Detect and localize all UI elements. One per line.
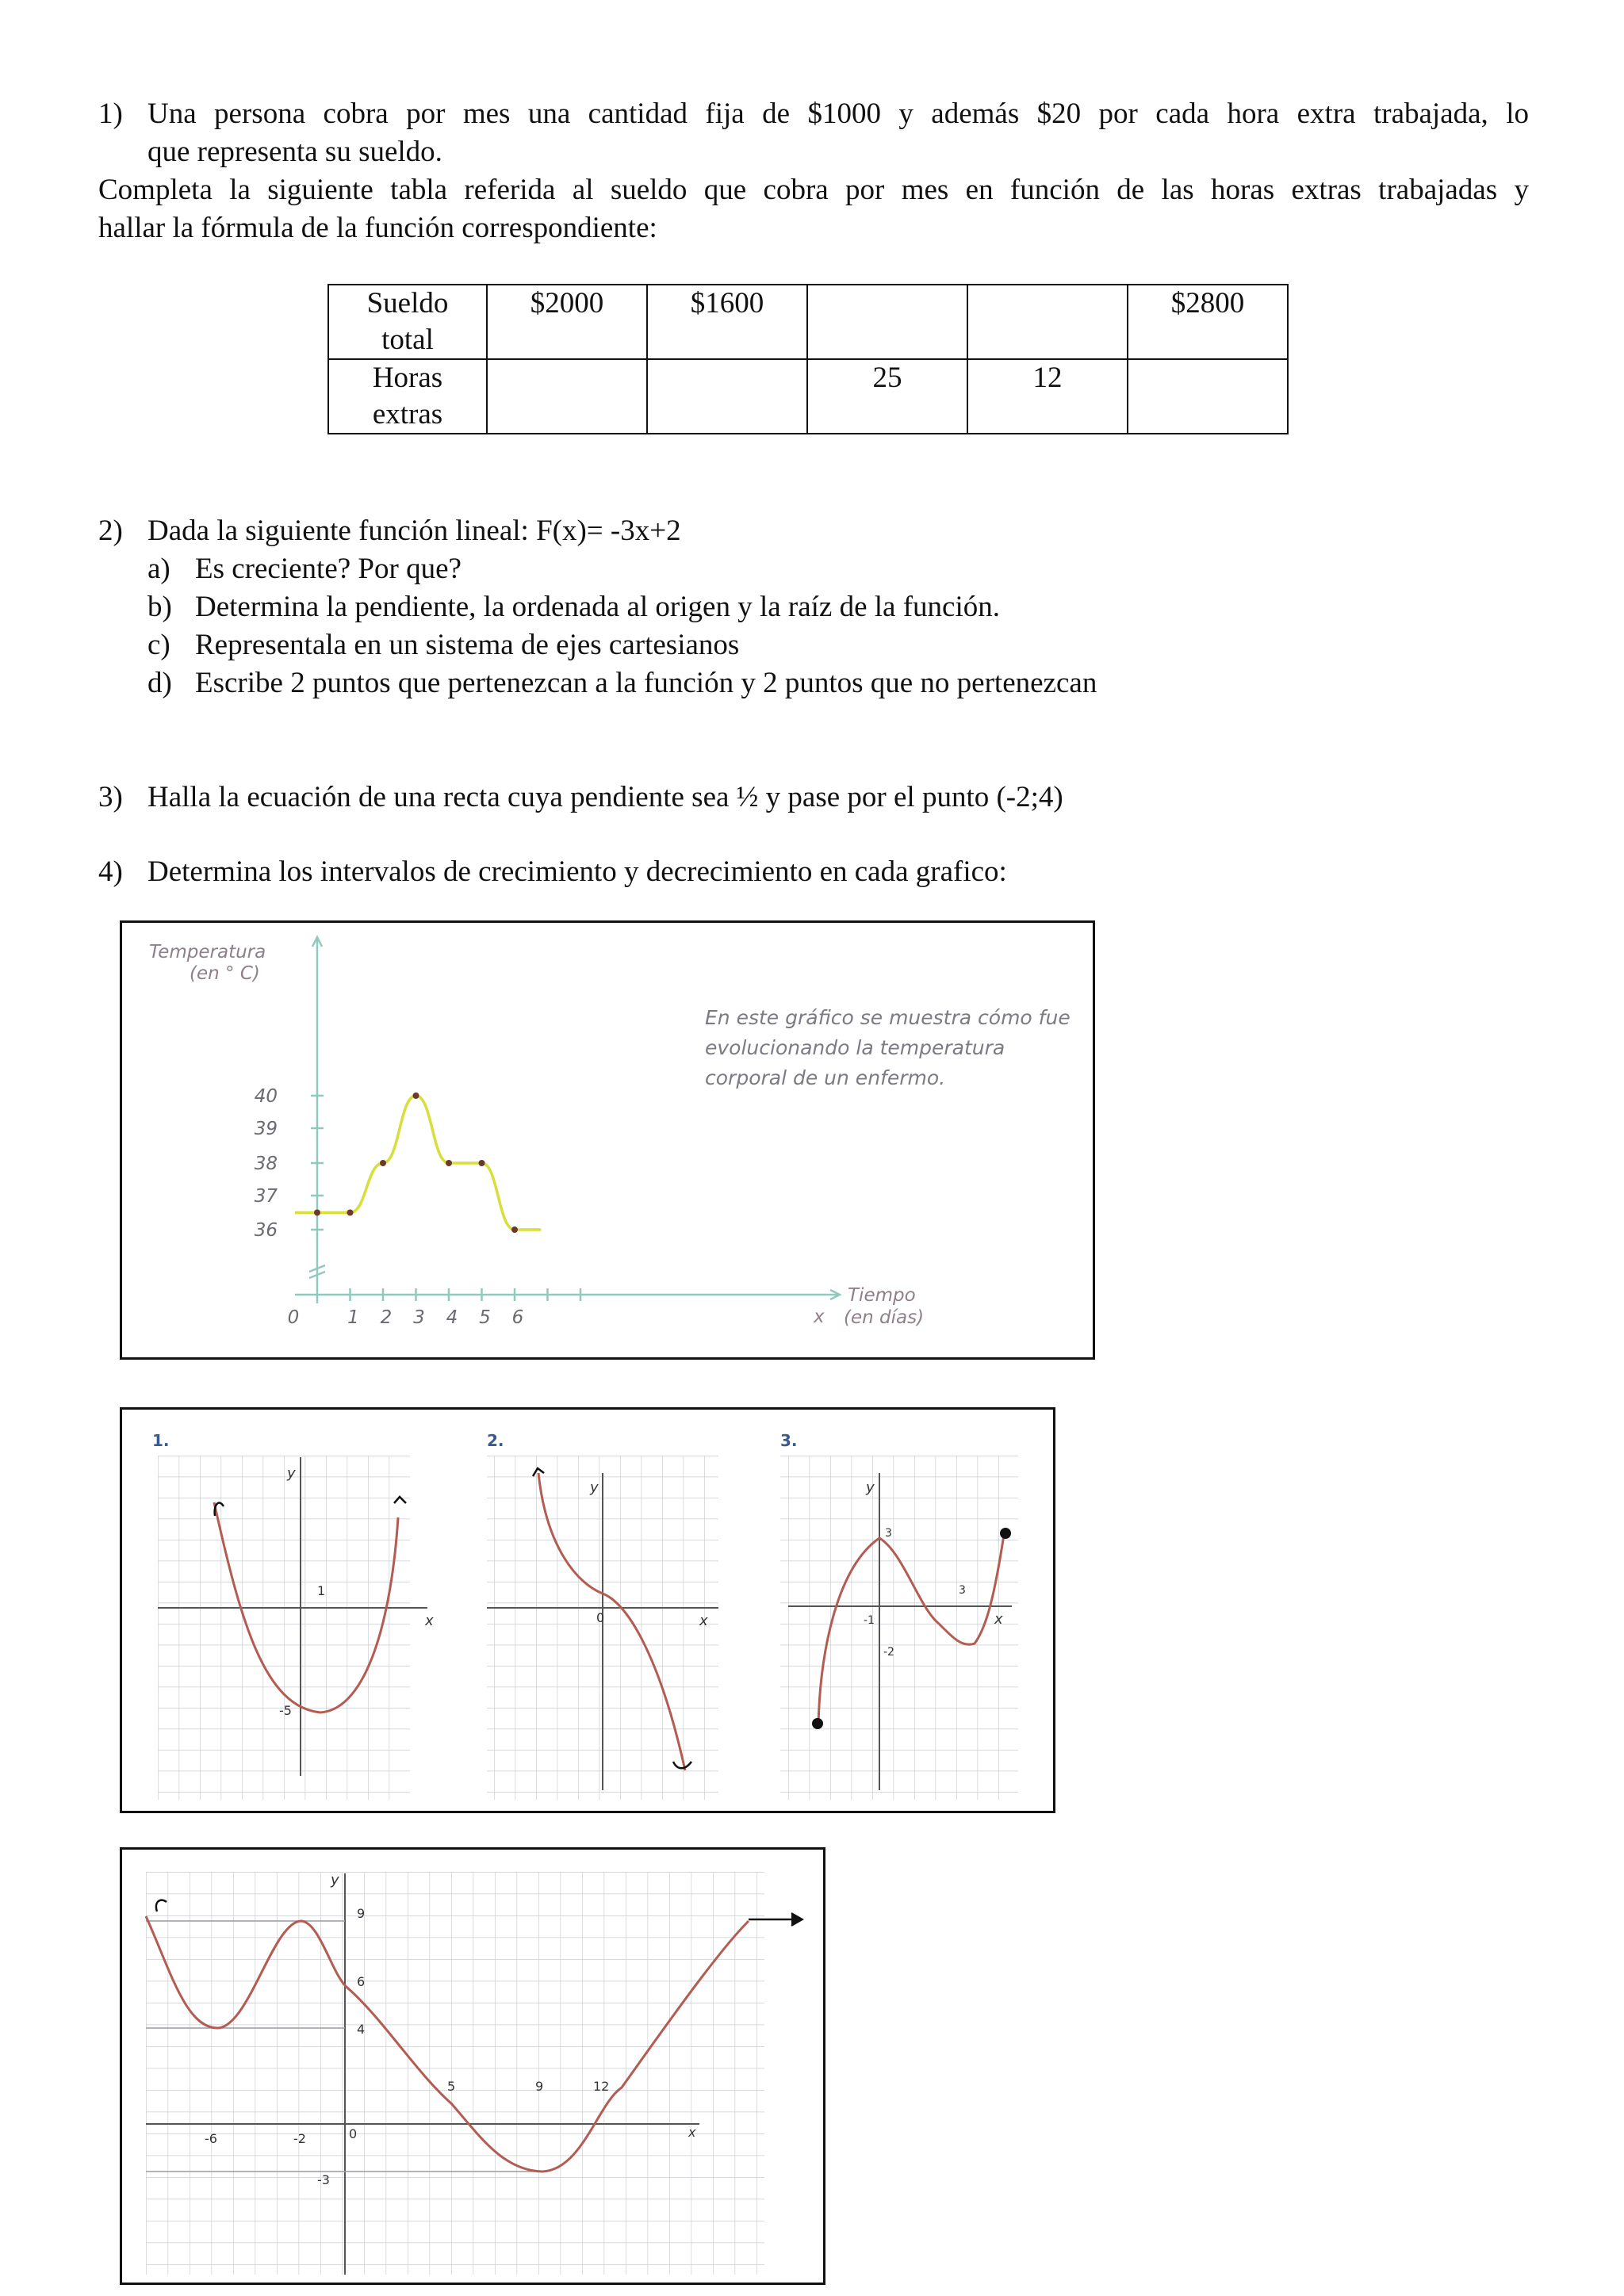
graph-big-x-mark-9: 9 xyxy=(535,2079,544,2094)
table-cell: $2000 xyxy=(487,285,647,359)
graph-2-origin: 0 xyxy=(596,1610,605,1625)
graph-1-mark-2: -5 xyxy=(279,1703,292,1718)
temp-x-letter: x xyxy=(814,1307,825,1327)
graph-1 xyxy=(158,1456,434,1800)
temp-x-tick-label: 3 xyxy=(413,1307,425,1328)
temp-data-point xyxy=(380,1160,386,1166)
q4-text: Determina los intervalos de crecimiento y decrecimiento en cada grafico: xyxy=(147,855,1007,888)
q1-line2: que representa su sueldo. xyxy=(147,136,442,168)
temp-x-title-2: (en días) xyxy=(844,1307,925,1328)
temp-x-tick-label: 4 xyxy=(446,1307,458,1328)
temp-series-line xyxy=(295,1096,541,1230)
graph-big-y-mark-neg3: -3 xyxy=(317,2172,330,2187)
salary-table xyxy=(327,284,1289,434)
temp-data-point xyxy=(446,1160,452,1166)
table-row xyxy=(328,359,1288,434)
table-row xyxy=(328,285,1288,359)
table-cell xyxy=(647,359,807,434)
graph-big-y-mark-9: 9 xyxy=(357,1906,366,1921)
temp-note-1: En este gráfico se muestra cómo fue xyxy=(705,1006,1071,1029)
temp-x-tick-label: 0 xyxy=(287,1307,300,1328)
graph-3-end-point-left xyxy=(812,1718,823,1729)
graph-big-origin: 0 xyxy=(349,2126,358,2141)
q1-line4: hallar la fórmula de la función correspondiente: xyxy=(98,212,657,244)
table-cell: 25 xyxy=(807,359,967,434)
graph-3-end-point-right xyxy=(1000,1528,1011,1539)
q2-number: 2) xyxy=(98,515,123,547)
temp-data-point xyxy=(511,1226,518,1233)
graph-3-mark-4: 3 xyxy=(959,1584,966,1597)
graph-label-3: 3. xyxy=(780,1431,798,1450)
temp-data-point xyxy=(347,1210,354,1216)
table-cell xyxy=(807,285,967,359)
graph-big-x-mark-5: 5 xyxy=(447,2079,456,2094)
q1-line1: Una persona cobra por mes una cantidad fija de $1000 y además $20 por cada hora extra trabajada, lo xyxy=(147,98,1529,130)
q2-item-d: d) Escribe 2 puntos que pertenezcan a la función y 2 puntos que no pertenezcan xyxy=(147,667,1097,699)
q2-item-c: c) Representala en un sistema de ejes cartesianos xyxy=(147,629,740,661)
temp-y-tick-label: 38 xyxy=(254,1154,278,1174)
graph-1-mark-1: 1 xyxy=(317,1583,326,1598)
graph-label-2: 2. xyxy=(487,1431,504,1450)
temp-data-point xyxy=(479,1160,485,1166)
graph-1-y-label: y xyxy=(287,1465,296,1482)
temp-data-point xyxy=(314,1210,320,1216)
graph-big-x-label: x xyxy=(688,2125,696,2140)
temp-x-tick-label: 2 xyxy=(380,1307,393,1328)
graph-big-x-mark-neg6: -6 xyxy=(205,2131,217,2146)
graph-set xyxy=(120,1407,1055,1813)
graph-3-mark-3: -2 xyxy=(883,1646,894,1659)
temp-y-tick-label: 40 xyxy=(254,1086,278,1107)
graph-set-svg xyxy=(122,1410,1053,1811)
temp-y-tick-label: 36 xyxy=(254,1220,278,1241)
temp-y-tick-label: 39 xyxy=(254,1119,278,1139)
table-header-cell: Horas extras xyxy=(328,359,487,434)
graph-big-y-mark-6: 6 xyxy=(357,1974,366,1989)
graph-big-x-mark-neg2: -2 xyxy=(293,2131,306,2146)
temp-x-tick-label: 1 xyxy=(347,1307,359,1328)
temp-note-3: corporal de un enfermo. xyxy=(705,1066,946,1089)
graph-3-x-label: x xyxy=(994,1611,1003,1628)
table-cell: 12 xyxy=(967,359,1128,434)
q3-number: 3) xyxy=(98,781,123,813)
graph-big-svg xyxy=(122,1850,823,2283)
q2-item-a: a) Es creciente? Por que? xyxy=(147,553,462,585)
temp-series xyxy=(295,1093,541,1233)
q1-number: 1) xyxy=(98,98,123,130)
temperature-chart xyxy=(120,920,1095,1360)
temp-x-tick-label: 5 xyxy=(479,1307,491,1328)
temp-x-tick-label: 6 xyxy=(511,1307,524,1328)
temp-y-title-2: (en ° C) xyxy=(190,963,260,984)
graph-2 xyxy=(487,1456,718,1800)
graph-3-mark-1: 3 xyxy=(885,1527,892,1540)
graph-big xyxy=(120,1847,825,2285)
q3-text: Halla la ecuación de una recta cuya pendiente sea ½ y pase por el punto (-2;4) xyxy=(147,781,1063,813)
q2-item-b: b) Determina la pendiente, la ordenada al origen y la raíz de la función. xyxy=(147,591,1000,623)
graph-big-y-mark-4: 4 xyxy=(357,2022,366,2037)
temp-y-ticks xyxy=(255,1086,324,1241)
temp-y-title-1: Temperatura xyxy=(149,942,266,962)
graph-2-y-label: y xyxy=(590,1479,599,1496)
graph-big-y-label: y xyxy=(331,1872,339,1888)
table-cell xyxy=(487,359,647,434)
temp-data-point xyxy=(413,1093,419,1099)
temp-note-2: evolucionando la temperatura xyxy=(705,1036,1005,1059)
table-cell xyxy=(1128,359,1288,434)
temp-x-title-1: Tiempo xyxy=(848,1285,916,1306)
graph-big-arrow-head xyxy=(791,1913,802,1926)
temperature-chart-svg xyxy=(122,923,1093,1357)
graph-big-x-mark-12: 12 xyxy=(593,2079,610,2094)
table-header-cell: Sueldo total xyxy=(328,285,487,359)
graph-3-mark-2: -1 xyxy=(864,1614,875,1627)
graph-1-grid xyxy=(158,1456,410,1800)
graph-label-1: 1. xyxy=(152,1431,170,1450)
graph-1-x-label: x xyxy=(425,1613,434,1629)
q1-line3: Completa la siguiente tabla referida al sueldo que cobra por mes en función de las horas extras trabajadas y xyxy=(98,174,1529,206)
q2-title: Dada la siguiente función lineal: F(x)= -3x+2 xyxy=(147,515,681,547)
table-cell: $2800 xyxy=(1128,285,1288,359)
graph-3-y-label: y xyxy=(866,1479,875,1496)
temp-y-tick-label: 37 xyxy=(254,1186,278,1207)
graph-3 xyxy=(780,1456,1018,1800)
graph-big-grid xyxy=(146,1872,764,2275)
table-cell xyxy=(967,285,1128,359)
table-cell: $1600 xyxy=(647,285,807,359)
graph-2-x-label: x xyxy=(699,1613,708,1629)
q4-number: 4) xyxy=(98,855,123,888)
